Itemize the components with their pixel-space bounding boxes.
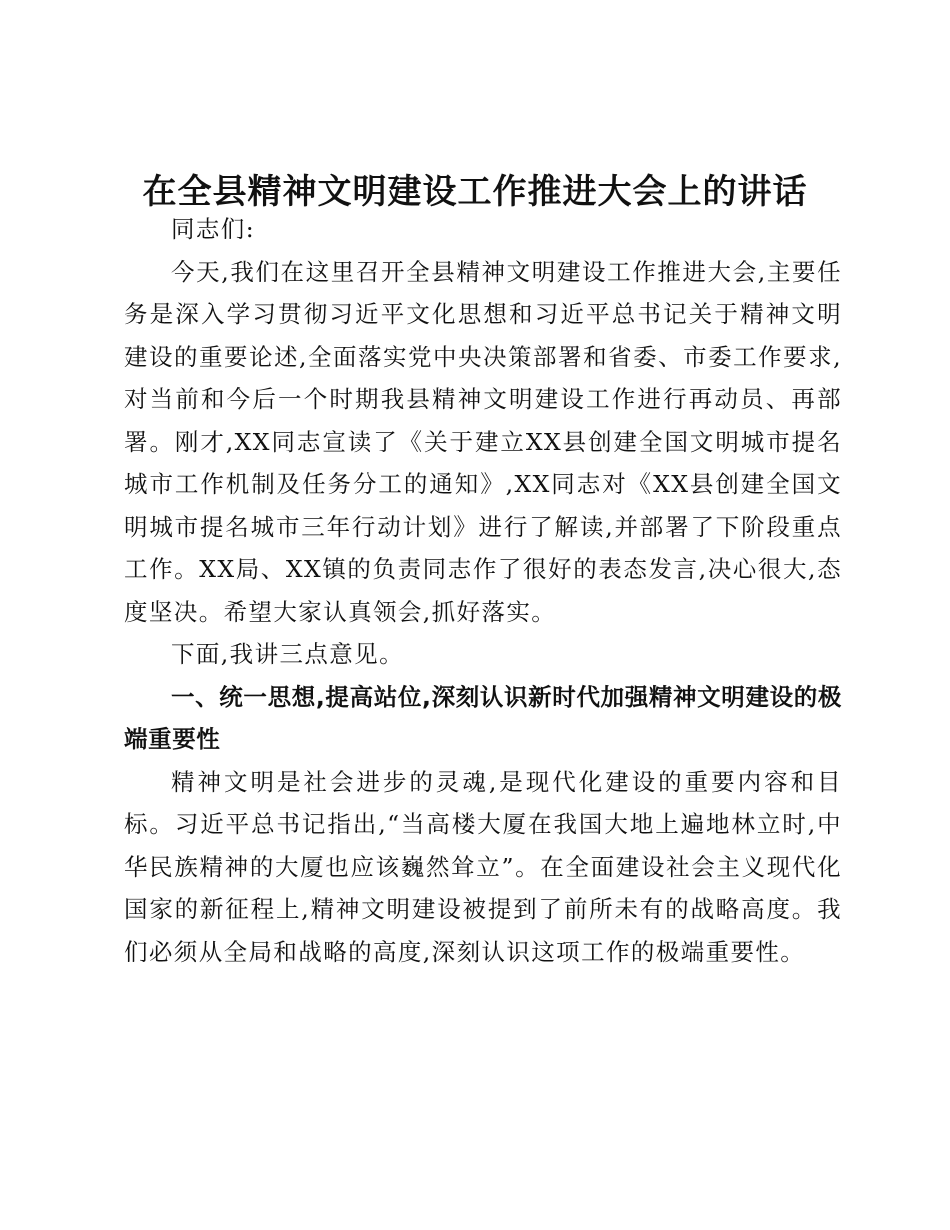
salutation: 同志们: bbox=[171, 215, 256, 243]
paragraph-section-1: 精神文明是社会进步的灵魂,是现代化建设的重要内容和目标。习近平总书记指出,“当高楼大厦在我国大地上遍地林立时,中华民族精神的大厦也应该巍然耸立”。在全面建设社会主义现代化国家的新征程上,精神文明建设被提到了前所未有的战略高度。我们必须从全局和战略的高度,深刻认识这项工作的极端重要性。 bbox=[124, 767, 842, 966]
document-body bbox=[124, 208, 842, 973]
paragraph-outline: 下面,我讲三点意见。 bbox=[171, 640, 404, 668]
paragraph-opening: 今天,我们在这里召开全县精神文明建设工作推进大会,主要任务是深入学习贯彻习近平文化思想和习近平总书记关于精神文明建设的重要论述,全面落实党中央决策部署和省委、市委工作要求,对当前和今后一个时期我县精神文明建设工作进行再动员、再部署。刚才,XX同志宣读了《关于建立XX县创建全国文明城市提名城市工作机制及任务分工的通知》,XX同志对《XX县创建全国文明城市提名城市三年行动计划》进行了解读,并部署了下阶段重点工作。XX局、XX镇的负责同志作了很好的表态发言,决心很大,态度坚决。希望大家认真领会,抓好落实。 bbox=[124, 257, 842, 626]
section-heading-1: 一、统一思想,提高站位,深刻认识新时代加强精神文明建设的极端重要性 bbox=[124, 682, 842, 753]
document-title: 在全县精神文明建设工作推进大会上的讲话 bbox=[142, 172, 808, 212]
